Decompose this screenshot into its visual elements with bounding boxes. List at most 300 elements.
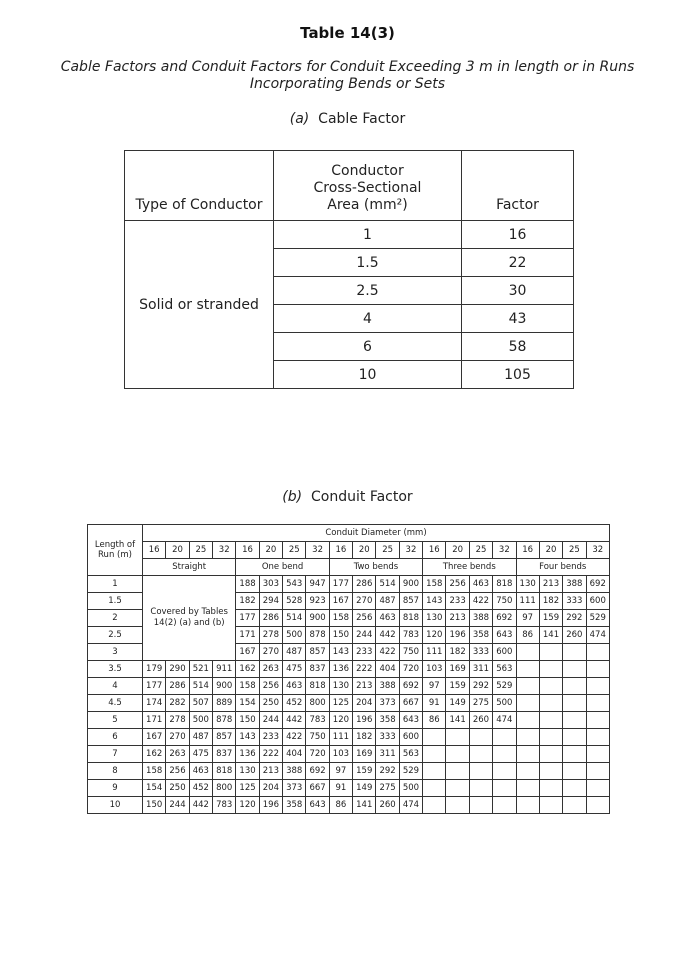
factor-cell: 143 <box>329 644 352 661</box>
factor-cell: 750 <box>306 729 329 746</box>
factor-cell: 256 <box>446 576 469 593</box>
factor-cell: 857 <box>213 729 236 746</box>
factor-cell: 373 <box>283 780 306 797</box>
factor-cell: 149 <box>446 695 469 712</box>
factor-cell: 857 <box>399 593 422 610</box>
factor-cell: 141 <box>353 797 376 814</box>
factor-cell: 487 <box>283 644 306 661</box>
factor-cell <box>516 661 539 678</box>
factor-cell <box>423 729 446 746</box>
factor-cell: 167 <box>236 644 259 661</box>
factor-cell <box>423 763 446 780</box>
factor-cell <box>446 746 469 763</box>
factor-cell: 43 <box>462 305 574 333</box>
header-area-line2: Cross-Sectional <box>313 180 422 196</box>
table-row <box>88 780 610 797</box>
factor-cell: 182 <box>353 729 376 746</box>
cable-factor-table <box>124 150 574 389</box>
table-row <box>88 763 610 780</box>
factor-cell <box>586 797 609 814</box>
factor-cell: 233 <box>353 644 376 661</box>
factor-cell <box>539 695 562 712</box>
factor-cell: 182 <box>446 644 469 661</box>
length-cell: 8 <box>88 763 143 780</box>
header-row-diameter <box>88 525 610 542</box>
factor-cell <box>563 797 586 814</box>
factor-cell: 260 <box>376 797 399 814</box>
factor-cell: 204 <box>259 780 282 797</box>
factor-cell: 177 <box>236 610 259 627</box>
factor-cell: 143 <box>423 593 446 610</box>
header-length-line1: Length of <box>94 540 136 550</box>
factor-cell: 278 <box>166 712 189 729</box>
factor-cell: 149 <box>353 780 376 797</box>
factor-cell: 373 <box>376 695 399 712</box>
factor-cell: 667 <box>306 780 329 797</box>
factor-cell: 878 <box>306 627 329 644</box>
factor-cell <box>446 780 469 797</box>
factor-cell <box>563 780 586 797</box>
factor-cell <box>516 797 539 814</box>
factor-cell: 263 <box>166 746 189 763</box>
factor-cell: 837 <box>306 661 329 678</box>
length-cell: 2.5 <box>88 627 143 644</box>
factor-cell: 275 <box>469 695 492 712</box>
factor-cell: 171 <box>236 627 259 644</box>
factor-cell: 563 <box>399 746 422 763</box>
factor-cell: 463 <box>189 763 212 780</box>
factor-cell: 130 <box>329 678 352 695</box>
factor-cell <box>516 678 539 695</box>
factor-cell: 643 <box>399 712 422 729</box>
factor-cell: 475 <box>283 661 306 678</box>
length-cell: 4.5 <box>88 695 143 712</box>
factor-cell <box>539 678 562 695</box>
factor-cell: 514 <box>376 576 399 593</box>
factor-cell: 692 <box>493 610 516 627</box>
factor-cell: 857 <box>306 644 329 661</box>
conduit-factor-table <box>87 524 610 814</box>
table-row <box>88 729 610 746</box>
factor-cell: 233 <box>446 593 469 610</box>
factor-cell: 154 <box>236 695 259 712</box>
factor-cell: 120 <box>329 712 352 729</box>
factor-cell <box>539 729 562 746</box>
area-cell: 10 <box>274 361 462 389</box>
factor-cell: 333 <box>376 729 399 746</box>
factor-cell: 923 <box>306 593 329 610</box>
factor-cell: 358 <box>469 627 492 644</box>
factor-cell: 58 <box>462 333 574 361</box>
factor-cell: 750 <box>399 644 422 661</box>
factor-cell: 889 <box>213 695 236 712</box>
factor-cell: 311 <box>376 746 399 763</box>
factor-cell <box>446 729 469 746</box>
factor-cell: 333 <box>469 644 492 661</box>
factor-cell: 97 <box>423 678 446 695</box>
factor-cell: 388 <box>376 678 399 695</box>
factor-cell: 750 <box>493 593 516 610</box>
factor-cell: 177 <box>329 576 352 593</box>
factor-cell: 150 <box>143 797 166 814</box>
factor-cell <box>539 644 562 661</box>
length-cell: 3.5 <box>88 661 143 678</box>
header-diameter-cell: 32 <box>493 542 516 559</box>
factor-cell: 292 <box>563 610 586 627</box>
factor-cell: 256 <box>259 678 282 695</box>
factor-cell: 159 <box>353 763 376 780</box>
header-diameter-cell: 32 <box>399 542 422 559</box>
factor-cell: 16 <box>462 221 574 249</box>
factor-cell: 136 <box>329 661 352 678</box>
factor-cell: 250 <box>166 780 189 797</box>
header-group-cell: Four bends <box>516 559 610 576</box>
factor-cell: 171 <box>143 712 166 729</box>
table-subtitle: Cable Factors and Conduit Factors for Conduit Exceeding 3 m in length or in Runs Incorporating Bends or Sets <box>60 59 635 92</box>
factor-cell <box>586 729 609 746</box>
factor-cell: 141 <box>446 712 469 729</box>
area-cell: 1.5 <box>274 249 462 277</box>
factor-cell: 442 <box>189 797 212 814</box>
factor-cell: 463 <box>469 576 492 593</box>
factor-cell: 111 <box>516 593 539 610</box>
factor-cell: 278 <box>259 627 282 644</box>
header-diameter-cell: 32 <box>306 542 329 559</box>
header-diameter-cell: 20 <box>446 542 469 559</box>
area-cell: 2.5 <box>274 277 462 305</box>
factor-cell <box>493 797 516 814</box>
header-diameter-cell: 25 <box>563 542 586 559</box>
area-cell: 1 <box>274 221 462 249</box>
factor-cell <box>563 644 586 661</box>
factor-cell <box>586 780 609 797</box>
factor-cell: 388 <box>283 763 306 780</box>
factor-cell: 463 <box>376 610 399 627</box>
factor-cell: 213 <box>539 576 562 593</box>
length-cell: 9 <box>88 780 143 797</box>
factor-cell: 244 <box>353 627 376 644</box>
factor-cell: 260 <box>563 627 586 644</box>
factor-cell: 514 <box>283 610 306 627</box>
factor-cell: 529 <box>586 610 609 627</box>
factor-cell <box>586 678 609 695</box>
factor-cell: 30 <box>462 277 574 305</box>
factor-cell <box>516 695 539 712</box>
factor-cell <box>563 678 586 695</box>
factor-cell: 120 <box>236 797 259 814</box>
length-cell: 7 <box>88 746 143 763</box>
factor-cell <box>586 695 609 712</box>
factor-cell: 422 <box>376 644 399 661</box>
factor-cell <box>516 746 539 763</box>
header-group-cell: One bend <box>236 559 329 576</box>
factor-cell: 86 <box>516 627 539 644</box>
factor-cell <box>469 729 492 746</box>
factor-cell: 196 <box>353 712 376 729</box>
factor-cell: 260 <box>469 712 492 729</box>
factor-cell <box>493 729 516 746</box>
factor-cell: 244 <box>259 712 282 729</box>
factor-cell: 474 <box>399 797 422 814</box>
factor-cell: 154 <box>143 780 166 797</box>
table-row <box>88 576 610 593</box>
factor-cell <box>493 746 516 763</box>
header-diameter-cell: 16 <box>516 542 539 559</box>
factor-cell: 500 <box>283 627 306 644</box>
factor-cell <box>493 763 516 780</box>
header-length-line2: Run (m) <box>98 550 132 560</box>
factor-cell: 474 <box>586 627 609 644</box>
factor-cell: 563 <box>493 661 516 678</box>
factor-cell <box>539 797 562 814</box>
factor-cell <box>563 661 586 678</box>
factor-cell: 452 <box>283 695 306 712</box>
factor-cell: 290 <box>166 661 189 678</box>
factor-cell: 169 <box>446 661 469 678</box>
length-cell: 4 <box>88 678 143 695</box>
factor-cell <box>586 712 609 729</box>
factor-cell <box>539 780 562 797</box>
factor-cell <box>586 746 609 763</box>
factor-cell: 141 <box>539 627 562 644</box>
factor-cell: 86 <box>423 712 446 729</box>
factor-cell: 818 <box>493 576 516 593</box>
factor-cell: 177 <box>143 678 166 695</box>
header-area-line1: Conductor <box>331 163 404 179</box>
factor-cell: 103 <box>423 661 446 678</box>
factor-cell <box>563 763 586 780</box>
factor-cell: 213 <box>446 610 469 627</box>
factor-cell <box>516 763 539 780</box>
factor-cell: 529 <box>399 763 422 780</box>
factor-cell: 158 <box>236 678 259 695</box>
header-group-cell: Three bends <box>423 559 516 576</box>
factor-cell <box>516 729 539 746</box>
table-row <box>88 797 610 814</box>
factor-cell: 783 <box>399 627 422 644</box>
header-diameter-cell: 16 <box>329 542 352 559</box>
factor-cell <box>516 780 539 797</box>
factor-cell: 475 <box>189 746 212 763</box>
factor-cell: 136 <box>236 746 259 763</box>
caption-a-label: (a) <box>289 111 310 127</box>
factor-cell: 388 <box>563 576 586 593</box>
factor-cell: 91 <box>423 695 446 712</box>
factor-cell: 270 <box>166 729 189 746</box>
factor-cell: 188 <box>236 576 259 593</box>
factor-cell: 286 <box>166 678 189 695</box>
header-diameter-cell: 20 <box>166 542 189 559</box>
factor-cell: 213 <box>259 763 282 780</box>
header-conduit-diameter: Conduit Diameter (mm) <box>143 525 610 542</box>
length-cell: 10 <box>88 797 143 814</box>
conductor-type-cell: Solid or stranded <box>125 221 274 389</box>
factor-cell: 233 <box>259 729 282 746</box>
length-cell: 1.5 <box>88 593 143 610</box>
factor-cell <box>423 780 446 797</box>
factor-cell: 150 <box>236 712 259 729</box>
factor-cell: 120 <box>423 627 446 644</box>
factor-cell: 818 <box>213 763 236 780</box>
factor-cell: 125 <box>236 780 259 797</box>
length-cell: 6 <box>88 729 143 746</box>
factor-cell: 692 <box>306 763 329 780</box>
factor-cell: 900 <box>306 610 329 627</box>
header-factor: Factor <box>462 151 574 221</box>
covered-line2: 14(2) (a) and (b) <box>153 618 225 628</box>
factor-cell <box>563 695 586 712</box>
factor-cell: 270 <box>259 644 282 661</box>
factor-cell: 222 <box>259 746 282 763</box>
factor-cell: 162 <box>236 661 259 678</box>
factor-cell: 643 <box>306 797 329 814</box>
length-cell: 1 <box>88 576 143 593</box>
header-area-line3: Area (mm²) <box>327 197 408 213</box>
factor-cell: 358 <box>283 797 306 814</box>
table-row <box>88 746 610 763</box>
factor-cell: 150 <box>329 627 352 644</box>
factor-cell: 292 <box>469 678 492 695</box>
factor-cell: 130 <box>423 610 446 627</box>
factor-cell: 404 <box>376 661 399 678</box>
factor-cell: 222 <box>353 661 376 678</box>
factor-cell: 169 <box>353 746 376 763</box>
factor-cell <box>563 712 586 729</box>
factor-cell: 463 <box>283 678 306 695</box>
factor-cell: 818 <box>399 610 422 627</box>
header-diameter-cell: 32 <box>213 542 236 559</box>
factor-cell <box>563 746 586 763</box>
factor-cell: 182 <box>236 593 259 610</box>
header-diameter-cell: 25 <box>469 542 492 559</box>
table-header-row <box>125 151 574 221</box>
factor-cell: 111 <box>329 729 352 746</box>
factor-cell: 388 <box>469 610 492 627</box>
factor-cell: 500 <box>493 695 516 712</box>
factor-cell: 487 <box>189 729 212 746</box>
caption-conduit-factor <box>0 489 695 505</box>
factor-cell: 800 <box>213 780 236 797</box>
header-diameter-cell: 16 <box>423 542 446 559</box>
area-cell: 4 <box>274 305 462 333</box>
length-cell: 3 <box>88 644 143 661</box>
factor-cell: 162 <box>143 746 166 763</box>
factor-cell <box>446 763 469 780</box>
factor-cell: 125 <box>329 695 352 712</box>
factor-cell: 528 <box>283 593 306 610</box>
factor-cell: 196 <box>446 627 469 644</box>
header-diameter-cell: 16 <box>236 542 259 559</box>
factor-cell: 783 <box>213 797 236 814</box>
header-length-of-run <box>88 525 143 576</box>
factor-cell <box>469 797 492 814</box>
factor-cell <box>469 763 492 780</box>
factor-cell: 97 <box>329 763 352 780</box>
factor-cell: 143 <box>236 729 259 746</box>
factor-cell: 442 <box>283 712 306 729</box>
header-row-sizes <box>88 542 610 559</box>
header-group-cell: Two bends <box>329 559 422 576</box>
factor-cell: 692 <box>399 678 422 695</box>
factor-cell: 452 <box>189 780 212 797</box>
factor-cell <box>563 729 586 746</box>
factor-cell: 521 <box>189 661 212 678</box>
factor-cell: 947 <box>306 576 329 593</box>
factor-cell: 167 <box>143 729 166 746</box>
caption-b-text: Conduit Factor <box>311 489 413 505</box>
header-type-of-conductor: Type of Conductor <box>125 151 274 221</box>
factor-cell: 256 <box>353 610 376 627</box>
factor-cell: 286 <box>259 610 282 627</box>
factor-cell: 182 <box>539 593 562 610</box>
header-area <box>274 151 462 221</box>
caption-b-label: (b) <box>282 489 303 505</box>
factor-cell <box>516 644 539 661</box>
factor-cell: 22 <box>462 249 574 277</box>
factor-cell <box>469 746 492 763</box>
factor-cell: 783 <box>306 712 329 729</box>
factor-cell <box>423 746 446 763</box>
factor-cell: 900 <box>399 576 422 593</box>
factor-cell: 507 <box>189 695 212 712</box>
factor-cell: 333 <box>563 593 586 610</box>
factor-cell: 91 <box>329 780 352 797</box>
header-diameter-cell: 16 <box>143 542 166 559</box>
factor-cell: 158 <box>423 576 446 593</box>
factor-cell: 837 <box>213 746 236 763</box>
factor-cell <box>586 763 609 780</box>
factor-cell: 800 <box>306 695 329 712</box>
factor-cell: 204 <box>353 695 376 712</box>
header-diameter-cell: 32 <box>586 542 609 559</box>
factor-cell: 818 <box>306 678 329 695</box>
factor-cell: 275 <box>376 780 399 797</box>
caption-a-text: Cable Factor <box>318 111 406 127</box>
area-cell: 6 <box>274 333 462 361</box>
factor-cell: 900 <box>213 678 236 695</box>
covered-line1: Covered by Tables <box>150 607 228 617</box>
factor-cell <box>539 746 562 763</box>
factor-cell: 86 <box>329 797 352 814</box>
factor-cell: 196 <box>259 797 282 814</box>
factor-cell: 500 <box>189 712 212 729</box>
factor-cell: 158 <box>143 763 166 780</box>
factor-cell <box>586 661 609 678</box>
factor-cell: 303 <box>259 576 282 593</box>
header-diameter-cell: 25 <box>189 542 212 559</box>
header-diameter-cell: 25 <box>376 542 399 559</box>
factor-cell: 487 <box>376 593 399 610</box>
factor-cell: 282 <box>166 695 189 712</box>
factor-cell: 250 <box>259 695 282 712</box>
factor-cell: 286 <box>353 576 376 593</box>
factor-cell: 514 <box>189 678 212 695</box>
factor-cell: 174 <box>143 695 166 712</box>
factor-cell: 158 <box>329 610 352 627</box>
factor-cell <box>423 797 446 814</box>
factor-cell: 263 <box>259 661 282 678</box>
factor-cell: 130 <box>516 576 539 593</box>
factor-cell: 692 <box>586 576 609 593</box>
factor-cell: 600 <box>399 729 422 746</box>
factor-cell: 103 <box>329 746 352 763</box>
factor-cell <box>586 644 609 661</box>
factor-cell: 159 <box>446 678 469 695</box>
factor-cell: 720 <box>399 661 422 678</box>
factor-cell: 543 <box>283 576 306 593</box>
factor-cell: 878 <box>213 712 236 729</box>
factor-cell: 358 <box>376 712 399 729</box>
